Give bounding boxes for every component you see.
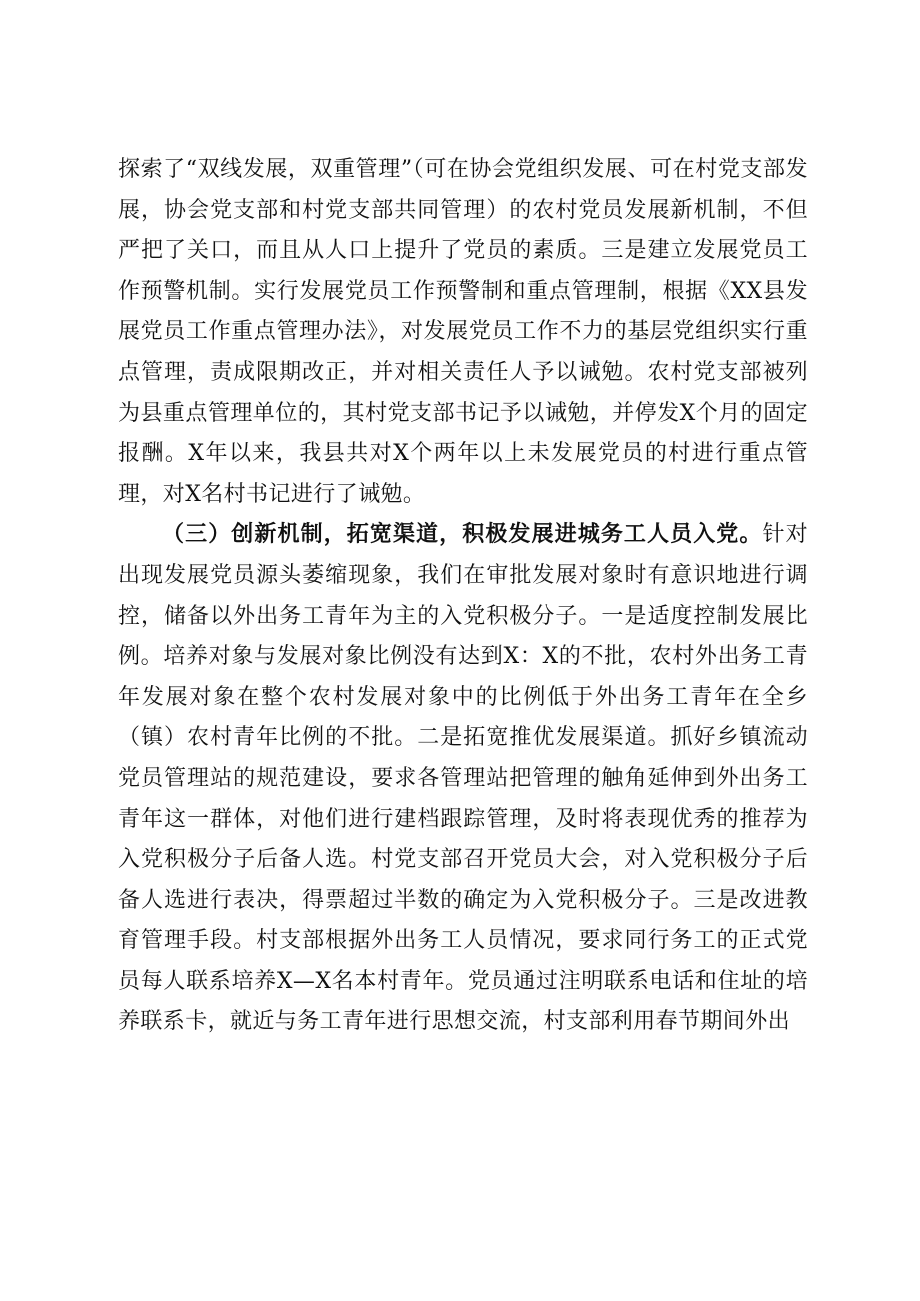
section-heading: （三）创新机制，拓宽渠道，积极发展进城务工人员入党。: [162, 522, 763, 548]
paragraph-continuation: [118, 150, 808, 515]
paragraph-text: 探索了“双线发展，双重管理”（可在协会党组织发展、可在村党支部发展，协会党支部和村党支部共同管理）的农村党员发展新机制，不但严把了关口，而且从人口上提升了党员的素质。三是建立发展党员工作预警机制。实行发展党员工作预警制和重点管理制，根据《XX县发展党员工作重点管理办法》，对发展党员工作不力的基层党组织实行重点管理，责成限期改正，并对相关责任人予以诫勉。农村党支部被列为县重点管理单位的，其村党支部书记予以诫勉，并停发X个月的固定报酬。X年以来，我县共对X个两年以上未发展党员的村进行重点管理，对X名村书记进行了诫勉。: [118, 157, 808, 507]
paragraph-section-three: [118, 515, 808, 1043]
document-page: [118, 150, 808, 1043]
paragraph-text: 针对出现发展党员源头萎缩现象，我们在审批发展对象时有意识地进行调控，储备以外出务工青年为主的入党积极分子。一是适度控制发展比例。培养对象与发展对象比例没有达到X：X的不批，农村外出务工青年发展对象在整个农村发展对象中的比例低于外出务工青年在全乡（镇）农村青年比例的不批。二是拓宽推优发展渠道。抓好乡镇流动党员管理站的规范建设，要求各管理站把管理的触角延伸到外出务工青年这一群体，对他们进行建档跟踪管理，及时将表现优秀的推荐为入党积极分子后备人选。村党支部召开党员大会，对入党积极分子后备人选进行表决，得票超过半数的确定为入党积极分子。三是改进教育管理手段。村支部根据外出务工人员情况，要求同行务工的正式党员每人联系培养X—X名本村青年。党员通过注明联系电话和住址的培养联系卡，就近与务工青年进行思想交流，村支部利用春节期间外出: [118, 522, 808, 1035]
